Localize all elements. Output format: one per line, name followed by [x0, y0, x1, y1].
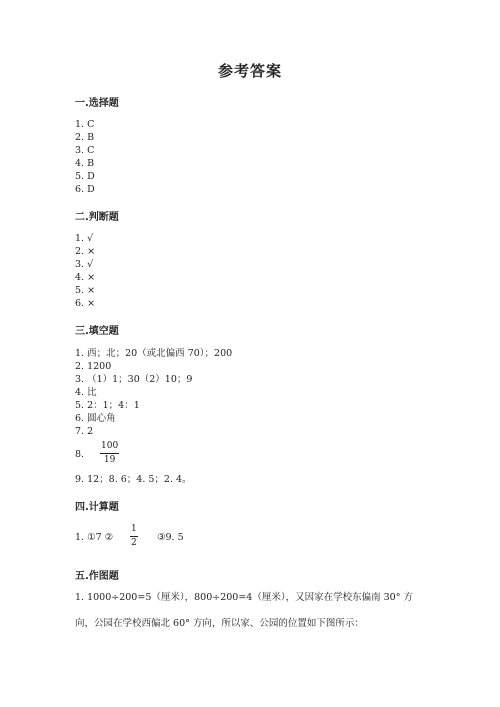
choice-answer-5: 5. D: [75, 171, 95, 182]
calc-answer-prefix: 1. ①7 ②: [75, 532, 114, 543]
fraction-denominator: 2: [131, 538, 137, 548]
section-fill-heading: 三.填空题: [75, 326, 119, 337]
fraction-bar: [100, 453, 119, 454]
choice-answer-4: 4. B: [75, 158, 95, 169]
choice-answer-1: 1. C: [75, 119, 95, 130]
fill-answer-1: 1. 西；北；20（或北偏西 70）；200: [75, 348, 233, 359]
judge-answer-4: 4. ×: [75, 272, 96, 283]
section-choice-heading: 一.选择题: [75, 98, 119, 109]
fill-answer-4: 4. 比: [75, 387, 97, 398]
fill-answer-8-label: 8.: [75, 449, 85, 460]
fraction-bar: [130, 536, 138, 537]
section-calc-heading: 四.计算题: [75, 502, 119, 513]
fraction-denominator: 19: [103, 455, 116, 465]
fraction-numerator: 1: [131, 524, 137, 534]
fill-answer-8-fraction: [100, 441, 119, 466]
page-title: 参考答案: [217, 62, 282, 80]
choice-answer-2: 2. B: [75, 132, 95, 143]
judge-answer-1: 1. √: [75, 233, 94, 244]
calc-answer-suffix: ③9. 5: [157, 532, 184, 543]
draw-answer-paragraph: 1. 1000÷200=5（厘米），800÷200=4（厘米），又因家在学校东偏南 30° 方向，公园在学校西偏北 60° 方向，所以家、公园的位置如下图所示：: [75, 592, 413, 629]
choice-answer-3: 3. C: [75, 145, 95, 156]
fill-answer-6: 6. 圆心角: [75, 413, 116, 424]
fill-answer-5: 5. 2：1；4：1: [75, 400, 140, 411]
fill-answer-3: 3. （1）1；30（2）10；9: [75, 374, 193, 385]
fill-answer-9: 9. 12；8. 6；4. 5；2. 4。: [75, 474, 192, 485]
choice-answer-6: 6. D: [75, 184, 95, 195]
judge-answer-6: 6. ×: [75, 298, 96, 309]
judge-answer-2: 2. ×: [75, 246, 96, 257]
judge-answer-3: 3. √: [75, 259, 94, 270]
section-judge-heading: 二.判断题: [75, 212, 119, 223]
fill-answer-2: 2. 1200: [75, 361, 112, 372]
fill-answer-7: 7. 2: [75, 426, 94, 437]
calc-answer-fraction: [130, 524, 138, 549]
fraction-numerator: 100: [101, 441, 119, 451]
section-draw-heading: 五.作图题: [75, 571, 119, 582]
judge-answer-5: 5. ×: [75, 285, 96, 296]
